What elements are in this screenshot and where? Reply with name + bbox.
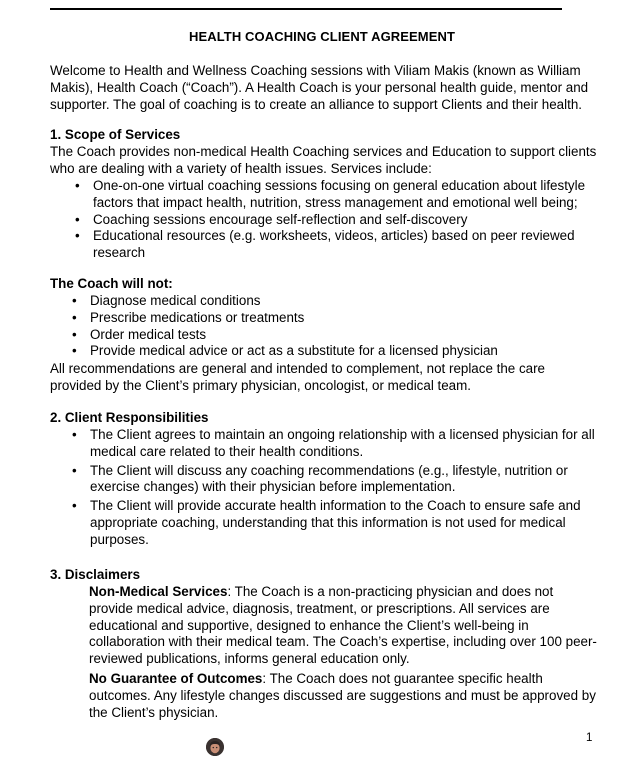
- responsibilities-list: [50, 427, 598, 549]
- list-item: • The Client will provide accurate health information to the Coach to ensure safe and appropriate coaching, understanding that this information is not used for medical purposes.: [72, 498, 581, 547]
- list-item: • Provide medical advice or act as a substitute for a licensed physician: [72, 343, 498, 359]
- bullet-icon: •: [72, 462, 77, 478]
- list-item: • Diagnose medical conditions: [72, 293, 261, 308]
- top-rule: [50, 8, 562, 10]
- services-list: [50, 178, 598, 262]
- bullet-icon: •: [72, 309, 77, 325]
- list-item: • The Client will discuss any coaching recommendations (e.g., lifestyle, nutrition or exercise changes) with their physician before implementation.: [72, 462, 568, 495]
- list-item: • Educational resources (e.g. worksheets, videos, articles) based on peer reviewed research: [75, 228, 575, 261]
- scope-heading: 1. Scope of Services: [50, 127, 181, 142]
- no-guarantee-paragraph: No Guarantee of Outcomes: The Coach does not guarantee specific health outcomes. Any lifestyle changes discussed are suggestions and must be approved by the Client’s physician.: [89, 671, 596, 720]
- list-item: • One-on-one virtual coaching sessions focusing on general education about lifestyle factors that impact health, nutrition, stress management and emotional well being;: [75, 178, 586, 210]
- non-medical-paragraph: Non-Medical Services: The Coach is a non-practicing physician and does not provide medical advice, diagnosis, treatment, or prescriptions. All services are educational and supportive, designed to enhance the Client’s well-being in collaboration with their medical team. The Coach’s expertise, including over 100 peer-reviewed publications, informs general education only.: [89, 584, 597, 667]
- bullet-icon: •: [75, 211, 80, 227]
- bullet-icon: •: [75, 178, 80, 193]
- list-item: • Coaching sessions encourage self-reflection and self-discovery: [75, 211, 468, 227]
- bullet-icon: •: [72, 326, 77, 342]
- list-item: • Prescribe medications or treatments: [72, 309, 305, 325]
- document-title: HEALTH COACHING CLIENT AGREEMENT: [188, 29, 456, 44]
- scope-text: The Coach provides non-medical Health Coaching services and Education to support clients who are dealing with a variety of health issues. Services include:: [50, 144, 597, 176]
- list-item: • Order medical tests: [72, 326, 207, 342]
- bullet-icon: •: [72, 293, 77, 308]
- will-not-heading: The Coach will not:: [50, 276, 173, 291]
- avatar-icon[interactable]: [206, 738, 224, 756]
- responsibilities-heading: 2. Client Responsibilities: [50, 410, 209, 425]
- disclaimers-heading: 3. Disclaimers: [50, 567, 141, 582]
- bullet-icon: •: [72, 427, 77, 442]
- intro-paragraph: Welcome to Health and Wellness Coaching sessions with Viliam Makis (known as William Makis), Health Coach (“Coach”). A Health Coach is your personal health guide, mentor and supporter. The goal of coaching is to create an alliance to support Clients and their health.: [50, 63, 589, 112]
- recommendations-note: All recommendations are general and intended to complement, not replace the care provided by the Client’s primary physician, oncologist, or medical team.: [50, 361, 546, 393]
- page-number: 1: [586, 732, 593, 744]
- bullet-icon: •: [72, 343, 77, 359]
- list-item: • The Client agrees to maintain an ongoing relationship with a licensed physician for all medical care related to their health conditions.: [72, 427, 595, 459]
- bullet-icon: •: [72, 498, 77, 514]
- bullet-icon: •: [75, 228, 80, 244]
- will-not-list: [50, 293, 598, 360]
- avatar-face-icon: [206, 738, 224, 756]
